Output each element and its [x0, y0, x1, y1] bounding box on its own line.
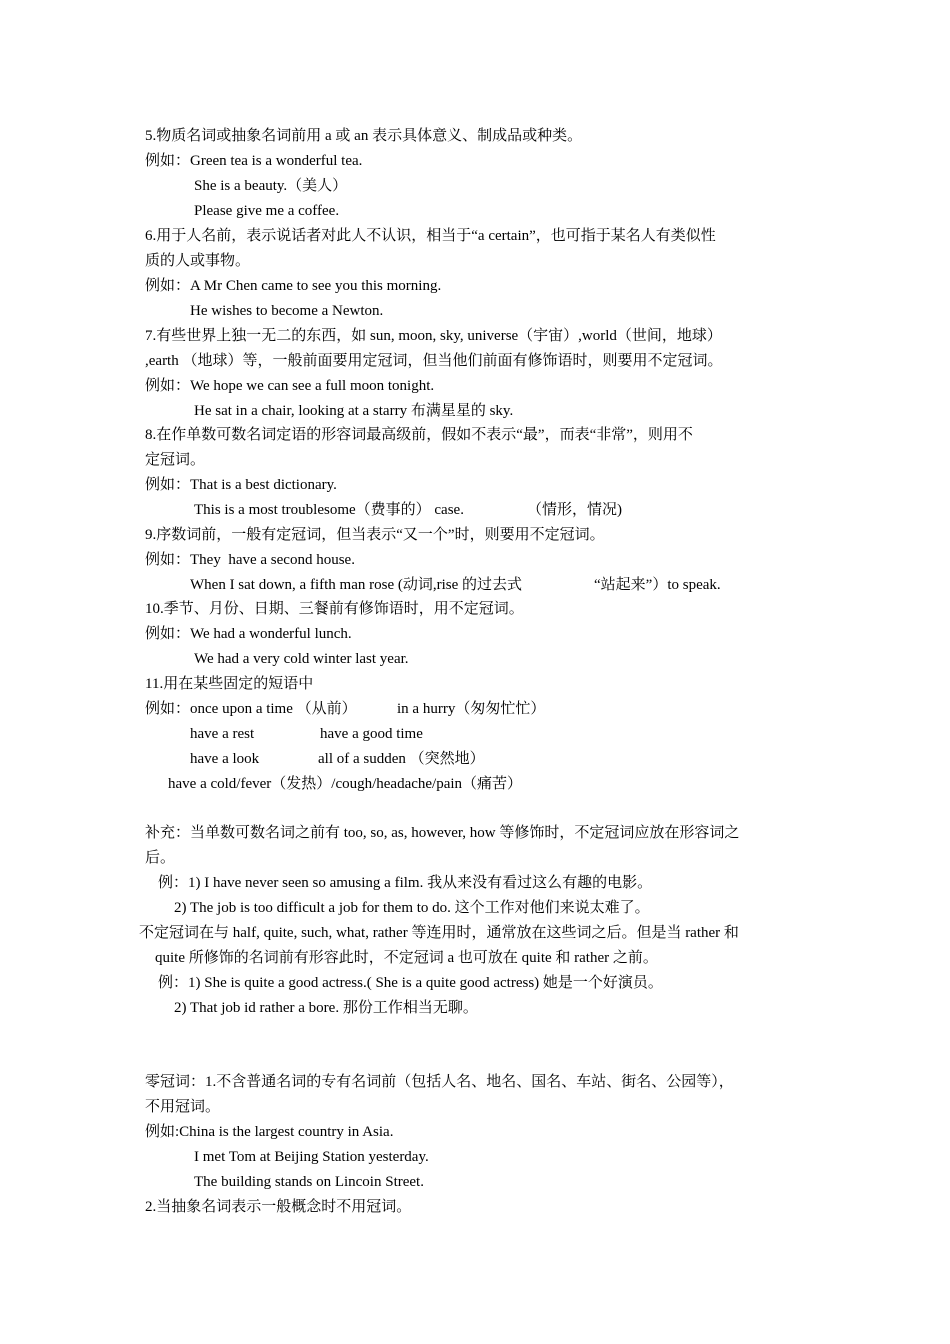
text-line: 后。 [145, 850, 176, 866]
text-line: （情形，情况) [527, 502, 622, 518]
text-line: 例如:China is the largest country in Asia. [145, 1124, 394, 1140]
text-line: 8.在作单数可数名词定语的形容词最高级前，假如不表示“最”，而表“非常”，则用不 [145, 427, 693, 443]
text-line: 不定冠词在与 half, quite, such, what, rather 等连用时，通常放在这些词之后。但是当 rather 和 [139, 925, 739, 941]
text-line: have a good time [320, 726, 423, 742]
text-line: I met Tom at Beijing Station yesterday. [194, 1149, 429, 1165]
text-line: 例：1) I have never seen so amusing a film. 我从来没有看过这么有趣的电影。 [158, 875, 653, 891]
text-line: 不用冠词。 [145, 1099, 221, 1115]
text-line: 2) The job is too difficult a job for them to do. 这个工作对他们来说太难了。 [174, 900, 650, 916]
text-line: The building stands on Lincoin Street. [194, 1174, 424, 1190]
text-line: in a hurry（匆匆忙忙） [397, 701, 546, 717]
text-line: 例如：Green tea is a wonderful tea. [145, 153, 363, 169]
text-line: 例如：We had a wonderful lunch. [145, 626, 352, 642]
text-line: 例如：They have a second house. [145, 552, 355, 568]
text-line: 7.有些世界上独一无二的东西，如 sun, moon, sky, universe（宇宙）,world（世间，地球） [145, 328, 722, 344]
text-line: 质的人或事物。 [145, 253, 251, 269]
text-line: 例如：once upon a time （从前） [145, 701, 357, 717]
text-line: 9.序数词前，一般有定冠词，但当表示“又一个”时，则要用不定冠词。 [145, 527, 605, 543]
text-line: have a look [190, 751, 260, 767]
text-line: 例如：A Mr Chen came to see you this morning. [145, 278, 442, 294]
text-line: have a cold/fever（发热）/cough/headache/pain（痛苦） [168, 776, 523, 792]
text-line: 10.季节、月份、日期、三餐前有修饰语时，用不定冠词。 [145, 601, 524, 617]
text-line: 补充：当单数可数名词之前有 too, so, as, however, how 等修饰时，不定冠词应放在形容词之 [145, 825, 740, 841]
text-line: 零冠词：1.不含普通名词的专有名词前（包括人名、地名、国名、车站、街名、公园等）， [145, 1074, 734, 1090]
text-line: 例如：We hope we can see a full moon tonight. [145, 378, 435, 394]
text-line: He sat in a chair, looking at a starry 布满星星的 sky. [194, 403, 514, 419]
text-line: When I sat down, a fifth man rose (动词,rise 的过去式 [190, 577, 523, 593]
text-line: have a rest [190, 726, 255, 742]
text-line: 定冠词。 [145, 452, 206, 468]
text-line: Please give me a coffee. [194, 203, 340, 219]
text-line: “站起来”）to speak. [594, 577, 721, 593]
text-line: 5.物质名词或抽象名词前用 a 或 an 表示具体意义、制成品或种类。 [145, 128, 583, 144]
text-line: 6.用于人名前，表示说话者对此人不认识，相当于“a certain”，也可指于某名人有类似性 [145, 228, 716, 244]
text-line: 2.当抽象名词表示一般概念时不用冠词。 [145, 1199, 412, 1215]
text-line: This is a most troublesome（费事的） case. [194, 502, 464, 518]
text-line: 例如：That is a best dictionary. [145, 477, 337, 493]
text-line: He wishes to become a Newton. [190, 303, 384, 319]
text-line: 例：1) She is quite a good actress.( She is a quite good actress) 她是一个好演员。 [158, 975, 663, 991]
text-line: She is a beauty.（美人） [194, 178, 348, 194]
text-line: We had a very cold winter last year. [194, 651, 409, 667]
text-line: 2) That job id rather a bore. 那份工作相当无聊。 [174, 1000, 478, 1016]
text-line: 11.用在某些固定的短语中 [145, 676, 314, 692]
text-line: all of a sudden （突然地） [318, 751, 485, 767]
text-line: quite 所修饰的名词前有形容此时，不定冠词 a 也可放在 quite 和 rather 之前。 [155, 950, 658, 966]
text-line: ,earth （地球）等，一般前面要用定冠词，但当他们前面有修饰语时，则要用不定冠词。 [145, 353, 723, 369]
